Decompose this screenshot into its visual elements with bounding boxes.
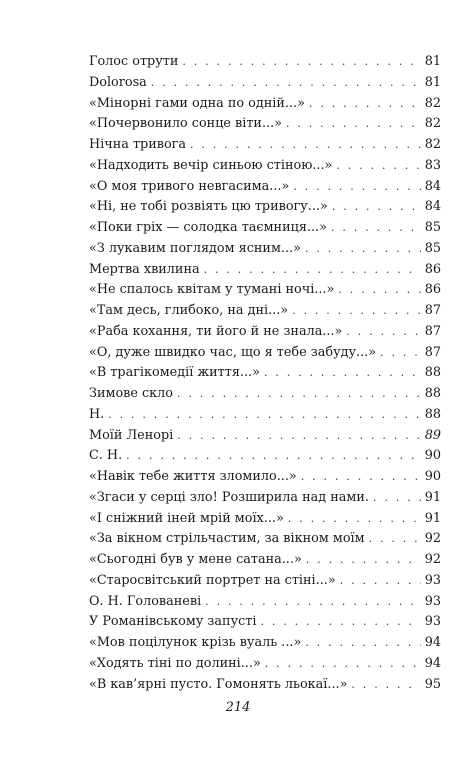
dot-leader [177,384,421,405]
toc-entry-page: 91 [424,489,441,505]
toc-entry-page: 85 [424,220,441,235]
dot-leader [340,571,421,592]
toc-entry [89,343,441,364]
toc-entry-title: Мертва хвилина [89,261,200,277]
toc-entry-page: 87 [424,303,441,318]
toc-entry [89,384,441,405]
table-of-contents [89,52,441,695]
toc-entry [89,260,441,281]
toc-entry-page: 92 [424,531,441,547]
toc-entry-page: 92 [424,552,441,567]
toc-entry [89,135,441,156]
toc-entry [89,301,441,322]
dot-leader [177,426,420,447]
toc-entry-page: 82 [424,95,441,111]
dot-leader [286,114,421,135]
dot-leader [331,218,421,239]
toc-entry-title: «Ходять тіні по долині...» [89,655,261,671]
toc-entry-page: 82 [424,137,441,152]
toc-entry [89,529,441,550]
page-number: 214 [225,700,251,715]
toc-entry [89,467,441,488]
toc-entry [89,405,441,426]
dot-leader [301,467,421,488]
toc-entry-page: 90 [424,469,441,484]
toc-entry-title: «Старосвітський портрет на стіні...» [89,572,336,588]
toc-entry [89,322,441,343]
dot-leader [151,73,421,94]
toc-entry [89,156,441,177]
toc-entry [89,612,441,633]
toc-entry [89,280,441,301]
toc-entry-title: «Навік тебе життя зломило...» [89,469,297,484]
dot-leader [306,550,421,571]
toc-entry-title: «Там десь, глибоко, на дні...» [89,303,289,318]
dot-leader [336,156,420,177]
toc-entry [89,633,441,654]
toc-entry [89,550,441,571]
dot-leader [373,488,421,509]
toc-entry-title: «Раба кохання, ти його й не знала...» [89,323,343,339]
toc-entry-page: 94 [424,655,441,671]
toc-entry [89,363,441,384]
toc-entry-page: 93 [424,572,441,588]
dot-leader [126,446,421,467]
toc-entry-page: 85 [424,240,441,256]
toc-entry [89,675,441,696]
toc-entry-title: «Мінорні гами одна по одній...» [89,95,305,111]
dot-leader [108,405,420,426]
toc-entry-page: 86 [424,282,441,298]
toc-entry-page: 93 [424,593,441,609]
toc-entry [89,654,441,675]
toc-entry-title: «Згаси у серці зло! Розширила над нами. [89,489,369,505]
toc-entry-title: Голос отрути [89,54,179,69]
toc-entry-page: 90 [424,448,441,464]
dot-leader [205,592,421,613]
toc-entry [89,52,441,73]
dot-leader [380,343,421,364]
toc-entry [89,73,441,94]
toc-entry-title: «Надходить вечір синьою стіною...» [89,157,333,173]
toc-entry-page: 87 [424,323,441,339]
toc-entry-title: «Не спалось квітам у тумані ночі...» [89,282,335,298]
toc-entry-page: 88 [424,365,441,381]
dot-leader [305,239,421,260]
toc-entry-page: 81 [424,74,441,90]
dot-leader [265,654,421,675]
toc-entry-title: Н. [89,406,105,422]
toc-entry-title: «Поки гріх — солодка таємниця...» [89,220,327,235]
toc-entry-page: 89 [424,427,441,443]
dot-leader [264,363,421,384]
dot-leader [288,509,421,530]
toc-entry-page: 82 [424,116,441,132]
toc-entry-title: О. Н. Голованеві [89,593,202,609]
toc-entry [89,592,441,613]
toc-entry [89,177,441,198]
toc-entry-title: С. Н. [89,448,123,464]
toc-entry-page: 84 [424,199,441,215]
dot-leader [293,177,420,198]
dot-leader [351,675,420,696]
toc-entry-page: 88 [424,386,441,401]
toc-entry [89,488,441,509]
dot-leader [332,197,421,218]
toc-entry [89,571,441,592]
toc-entry-page: 84 [424,178,441,194]
toc-entry [89,218,441,239]
toc-entry-page: 91 [424,510,441,526]
toc-entry-title: «І сніжний іней мрій моїх...» [89,510,284,526]
toc-entry [89,446,441,467]
toc-entry-title: «За вікном стрільчастим, за вікном моїм [89,531,365,547]
toc-entry-title: Моїй Ленорі [89,427,174,443]
dot-leader [369,529,421,550]
dot-leader [182,52,420,73]
toc-entry-title: Dolorosa [89,74,147,90]
toc-entry-page: 93 [424,614,441,630]
dot-leader [338,280,420,301]
toc-entry-title: «В трагікомедії життя...» [89,365,260,381]
dot-leader [305,633,420,654]
dot-leader [190,135,421,156]
toc-entry-title: «З лукавим поглядом ясним...» [89,240,301,256]
toc-entry-page: 83 [424,157,441,173]
toc-entry-page: 81 [424,54,441,69]
dot-leader [204,260,421,281]
toc-entry-title: «О моя тривого невгасима...» [89,178,290,194]
toc-entry [89,94,441,115]
dot-leader [309,94,421,115]
toc-entry [89,239,441,260]
toc-entry-page: 88 [424,406,441,422]
toc-entry-title: Зимове скло [89,386,174,401]
dot-leader [346,322,420,343]
toc-entry-page: 87 [424,344,441,360]
toc-entry-title: «О, дуже швидко час, що я тебе забуду...» [89,344,377,360]
toc-entry-title: «Почервонило сонце віти...» [89,116,282,132]
toc-entry [89,426,441,447]
dot-leader [260,612,420,633]
dot-leader [292,301,421,322]
toc-entry-title: «Сьогодні був у мене сатана...» [89,552,302,567]
toc-entry-title: У Романівському запусті [89,614,257,630]
toc-entry-page: 95 [424,676,441,692]
toc-entry-title: «В кав’ярні пусто. Гомонять льокаї...» [89,676,348,692]
toc-entry-title: «Мов поцілунок крізь вуаль ...» [89,635,302,650]
toc-entry [89,114,441,135]
toc-entry-title: Нічна тривога [89,137,186,152]
toc-entry [89,197,441,218]
toc-entry-page: 94 [424,635,441,650]
toc-entry-title: «Ні, не тобі розвіять цю тривогу...» [89,199,328,215]
toc-entry-page: 86 [424,261,441,277]
toc-entry [89,509,441,530]
